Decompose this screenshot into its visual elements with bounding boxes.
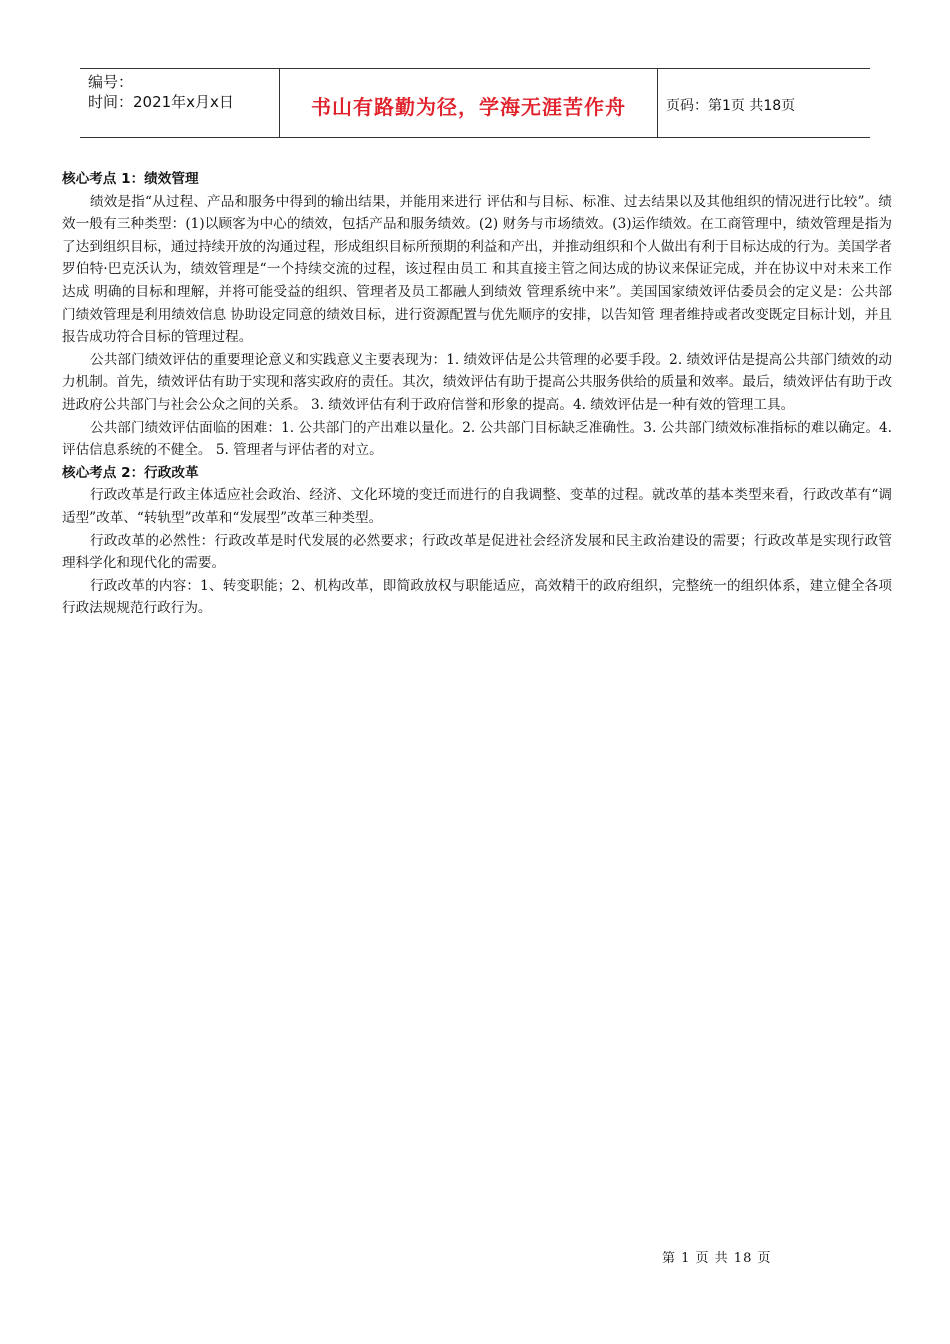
paragraph: 公共部门绩效评估的重要理论意义和实践意义主要表现为：1. 绩效评估是公共管理的必要手段。2. 绩效评估是提高公共部门绩效的动力机制。首先，绩效评估有助于实现和落实政府的责任。其次，绩效评估有助于提高公共服务供给的质量和效率。最后，绩效评估有助于改进政府公共部门与社会公众之间的关系。 3. 绩效评估有利于政府信誉和形象的提高。4. 绩效评估是一种有效的管理工具。 [62, 351, 892, 413]
section-performance-management [62, 168, 892, 462]
paragraph: 公共部门绩效评估面临的困难：1. 公共部门的产出难以量化。2. 公共部门目标缺乏准确性。3. 公共部门绩效标准指标的难以确定。4. 评估信息系统的不健全。 5. 管理者与评估者的对立。 [62, 419, 892, 459]
section-administrative-reform [62, 462, 892, 620]
page-header [80, 68, 870, 138]
page-footer: 第 1 页 共 18 页 [662, 1251, 772, 1266]
section-heading: 核心考点 1：绩效管理 [62, 171, 199, 187]
document-date: 时间：2021年x月x日 [88, 93, 234, 111]
header-motto: 书山有路勤为径，学海无涯苦作舟 [280, 69, 658, 137]
header-meta [80, 69, 280, 137]
paragraph: 行政改革是行政主体适应社会政治、经济、文化环境的变迁而进行的自我调整、变革的过程。就改革的基本类型来看，行政改革有“调适型”改革、“转轨型”改革和“发展型”改革三种类型。 [62, 487, 892, 526]
document-body [62, 168, 892, 620]
document-number-label: 编号： [88, 73, 134, 91]
header-page-info: 页码：第1页 共18页 [666, 98, 796, 114]
paragraph: 绩效是指“从过程、产品和服务中得到的输出结果，并能用来进行 评估和与目标、标准、过去结果以及其他组织的情况进行比较”。绩效一般有三种类型：(1)以顾客为中心的绩效，包括产品和服务绩效。(2) 财务与市场绩效。(3)运作绩效。在工商管理中，绩效管理是指为 了达到组织目标，通过持续开放的沟通过程，形成组织目标所预期的利益和产出，并推动组织和个人做出有利于目标达成的行为。美国学者罗伯特·巴克沃认为，绩效管理是“一个持续交流的过程，该过程由员工 和其直接主管之间达成的协议来保证完成，并在协议中对未来工作达成 明确的目标和理解，并将可能受益的组织、管理者及员工都融人到绩效 管理系统中来”。美国国家绩效评估委员会的定义是：公共部门绩效管理是利用绩效信息 协助设定同意的绩效目标，进行资源配置与优先顺序的安排，以告知管 理者维持或者改变既定目标计划，并且报告成功符合目标的管理过程。 [62, 193, 892, 346]
paragraph: 行政改革的必然性：行政改革是时代发展的必然要求；行政改革是促进社会经济发展和民主政治建设的需要；行政改革是实现行政管理科学化和现代化的需要。 [62, 532, 892, 572]
paragraph: 行政改革的内容：1、转变职能；2、机构改革，即简政放权与职能适应，高效精干的政府组织，完整统一的组织体系，建立健全各项行政法规规范行政行为。 [62, 577, 892, 617]
section-heading: 核心考点 2：行政改革 [62, 464, 199, 481]
